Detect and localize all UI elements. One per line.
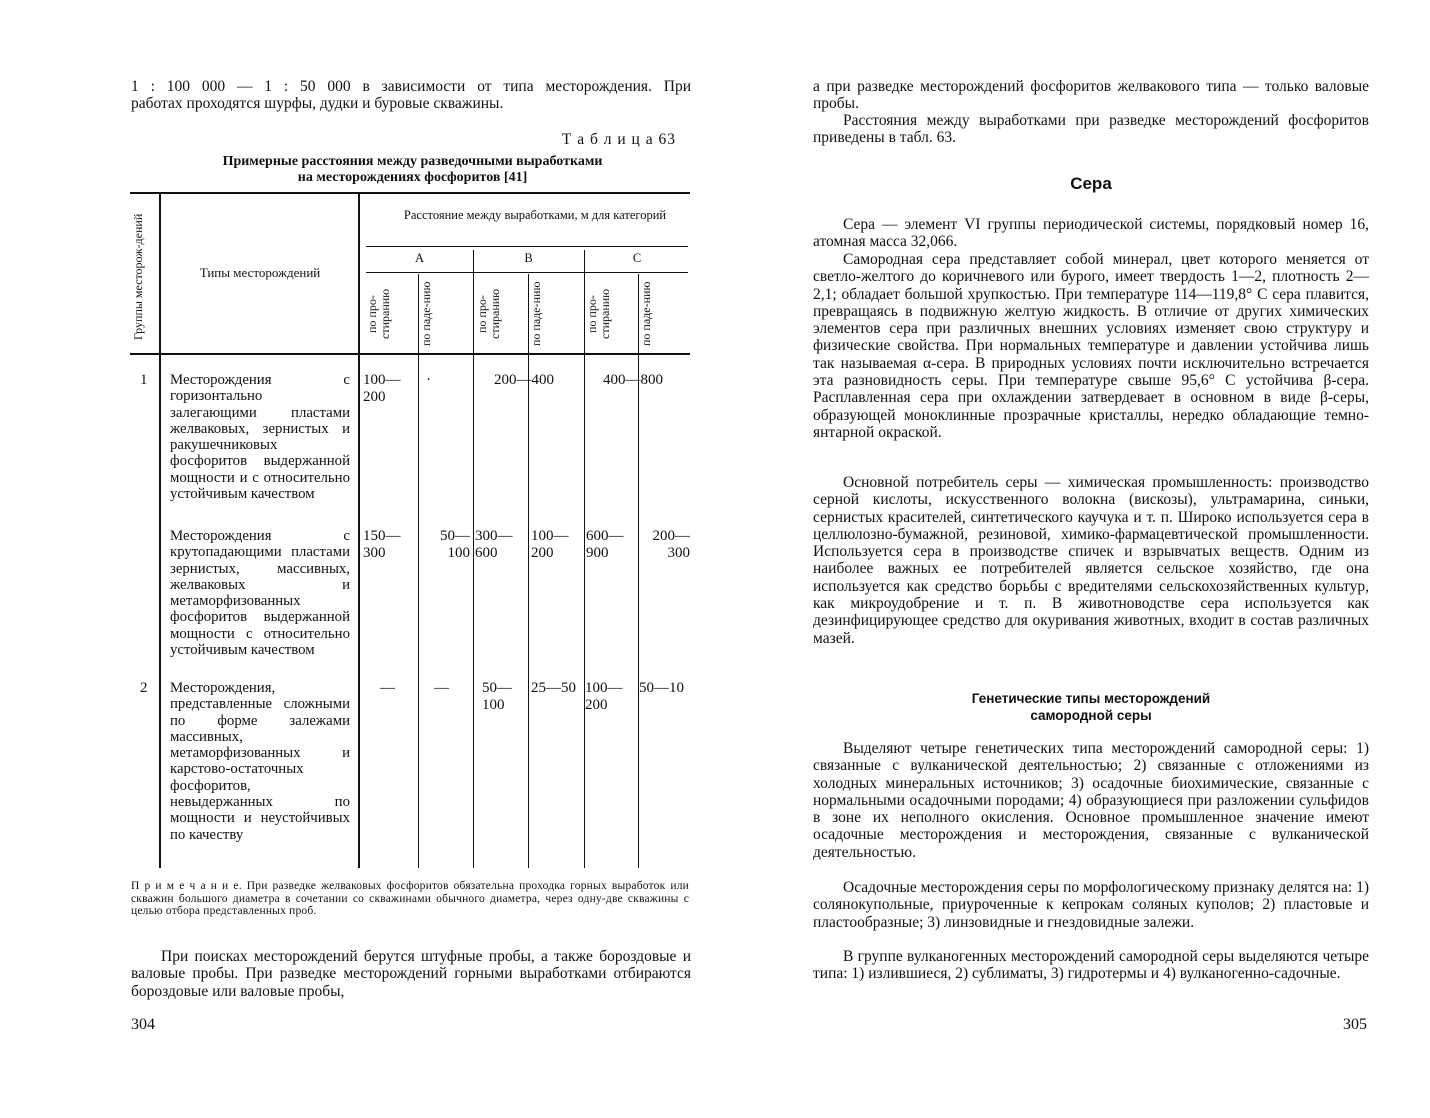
para-6: В группе вулканогенных месторождений самородной серы выделяются четыре типа: 1) излившиеся, 2) сублиматы, 3) гидротермы и 4) вулканогенно-садочные. (813, 948, 1369, 983)
header-type: Типы месторождений (199, 265, 321, 280)
distance-paragraph: Расстояния между выработками при разведке месторождений фосфоритов приведены в табл. 63. (813, 112, 1369, 147)
row2-a-strike: 150—300 (363, 528, 401, 562)
row2-c-strike: 600—900 (586, 528, 624, 562)
row1-a-dip: · (426, 372, 431, 388)
table-category-rule (366, 246, 688, 247)
row1-type: Месторождения с горизонтально залегающими пластами желваковых, зернистых и ракушечниковых фосфоритов выдержанной мощности и с относительно устойчивым качеством (170, 372, 350, 503)
para-2: Самородная сера представляет собой минерал, цвет которого меняется от светло-желтого до коричневого или бурого, имеет твердость 1—2, плотность 2—2,1; обладает большой хрупкостью. При температуре 114—119,8° С сера плавится, превращаясь в подвижную желтую жидкость. В отличие от других химических элементов сера при различных внешних условиях изменяет свою структуру и физические свойства. При нормальных температуре и давлении устойчива лишь так называемая α-сера. В природных условиях почти исключительно встречается эта разновидность серы. При температуре свыше 95,6° С устойчива β-сера. Расплавленная сера при охлаждении затвердевает в основном в виде β-серы, образующей моноклинные прозрачные кристаллы, нередко обладающие темно-янтарной окраской. (813, 251, 1369, 441)
para-3: Основной потребитель серы — химическая промышленность: производство серной кислоты, искусственного волокна (вискозы), ультрамарина, синьки, сернистых красителей, синтетического каучука и т. п. Широко используется сера в целлюлозно-бумажной, резиновой, химико-фармацевтической промышленности. Используется сера в производстве спичек и взрывчатых веществ. Одним из наиболее важных ее потребителей является сельское хозяйство, где она используется как средство борьбы с вредителями сельскохозяйственных культур, как микроудобрение и т. п. В животноводстве сера используется как дезинфицирующее средство для окуривания животных, входит в состав различных мазей. (813, 474, 1369, 647)
header-category-c: C (632, 251, 642, 265)
row3-type: Месторождения, представленные сложными по форме залежами массивных, метаморфизованных и карстово-остаточных фосфоритов, невыдержанных по мощности и неустойчивых по качеству (170, 680, 350, 843)
table-top-rule (130, 192, 690, 194)
row3-c-dip: 50—10 (639, 680, 684, 696)
row1-group: 1 (140, 372, 148, 388)
row2-a-dip: 50—100 (440, 528, 470, 562)
header-category-b: B (524, 251, 533, 265)
row1-a-strike: 100—200 (363, 372, 401, 406)
header-category-a: A (414, 251, 425, 265)
header-group: Группы месторож-дений (131, 213, 145, 341)
table-note: П р и м е ч а н и е. При разведке желваковых фосфоритов обязательна проходка горных выработок или скважин большого диаметра в сочетании со скважинами обычного диаметра, через одну-две скважины с целью отбора представленных проб. (131, 880, 689, 917)
intro-text (131, 78, 691, 113)
table-subheader-rule (366, 272, 688, 273)
row3-a-dip: — (434, 680, 449, 696)
para-5: Осадочные месторождения серы по морфологическому признаку делятся на: 1) солянокупольные, приуроченные к кепрокам соляных куполов; 2) пластовые и пластообразные; 3) линзовидные и гнездовидные залежи. (813, 879, 1369, 931)
subsection-title-line-2: самородной серы (1030, 708, 1152, 723)
right-page (715, 0, 1430, 1118)
row3-c-strike: 100—200 (585, 680, 623, 714)
table-vline-group (159, 192, 161, 868)
row1-b-merged: 200—400 (494, 372, 554, 388)
subheader-c-strike: по про-стиранию (585, 288, 612, 340)
top-paragraph: а при разведке месторождений фосфоритов желвакового типа — только валовые пробы. (813, 78, 1369, 113)
row1-c-merged: 400—800 (603, 372, 663, 388)
row3-b-dip: 25—50 (531, 680, 576, 696)
row2-b-strike: 300—600 (475, 528, 513, 562)
table-63 (130, 192, 690, 868)
table-label: Т а б л и ц а 63 (561, 131, 676, 148)
row2-b-dip: 100—200 (531, 528, 569, 562)
header-distance: Расстояние между выработками, м для категорий (403, 208, 667, 222)
table-vline-c (638, 274, 639, 868)
intro-line-1: 1 : 100 000 — 1 : 50 000 в зависимости от типа месторождения. При (131, 78, 691, 95)
subheader-a-dip: по паде-нию (419, 281, 433, 347)
subheader-a-strike: по про-стиранию (365, 288, 392, 340)
table-vline-bc (584, 250, 585, 868)
section-title: Сера (1070, 174, 1112, 193)
para-1: Сера — элемент VI группы периодической системы, порядковый номер 16, атомная масса 32,066. (813, 216, 1369, 251)
page-number-right: 305 (1343, 1016, 1367, 1033)
subheader-b-dip: по паде-нию (529, 281, 543, 347)
intro-line-2: работах проходятся шурфы, дудки и буровые скважины. (131, 95, 504, 113)
page-number-left: 304 (131, 1016, 155, 1033)
subsection-title-line-1: Генетические типы месторождений (971, 691, 1211, 706)
table-title-line-1: Примерные расстояния между разведочными выработками (222, 154, 603, 169)
table-vline-b (528, 274, 529, 868)
bottom-paragraph: При поисках месторождений берутся штуфные пробы, а также бороздовые и валовые пробы. При разведке месторождений горными выработками отбираются бороздовые или валовые пробы, (131, 948, 691, 1000)
row3-b-strike: 50—100 (482, 680, 512, 714)
row2-type: Месторождения с крутопадающими пластами зернистых, массивных, желваковых и метаморфизованных фосфоритов выдержанной мощности с относительно устойчивым качеством (170, 528, 350, 659)
subheader-b-strike: по про-стиранию (475, 288, 502, 340)
table-vline-a (418, 274, 419, 868)
row3-a-strike: — (380, 680, 395, 696)
subsection-title (813, 690, 1369, 724)
table-header-rule (130, 353, 690, 355)
row3-group: 2 (140, 680, 148, 696)
subheader-c-dip: по паде-нию (639, 281, 653, 347)
table-vline-ab (473, 250, 474, 868)
para-4: Выделяют четыре генетических типа месторождений самородной серы: 1) связанные с вулканической деятельностью; 2) связанные с отложениями из холодных минеральных источников; 3) осадочные биохимические, связанные с нормальными осадочными породами; 4) образующиеся при разложении сульфидов в зоне их неполного окисления. Основное промышленное значение имеют осадочные месторождения и месторождения, связанные с вулканической деятельностью. (813, 740, 1369, 861)
row2-c-dip: 200—300 (652, 528, 690, 562)
table-title (140, 154, 685, 186)
table-vline-type (358, 192, 360, 868)
table-title-line-2: на месторождениях фосфоритов [41] (297, 170, 528, 185)
